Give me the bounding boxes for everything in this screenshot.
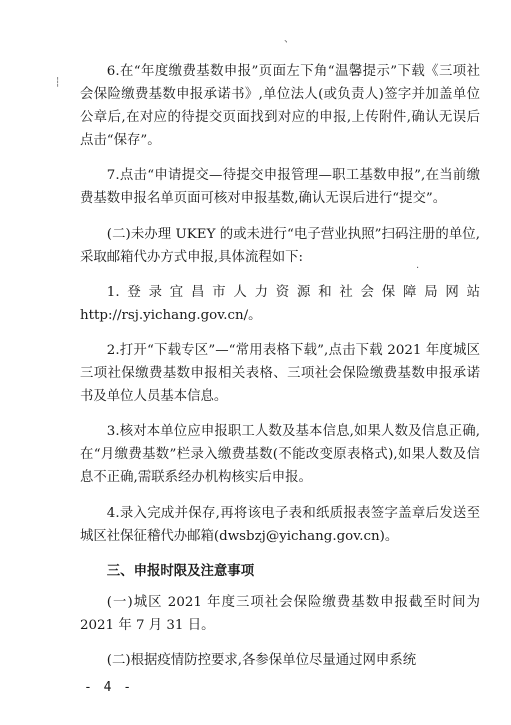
- section-heading-3: 三、申报时限及注意事项: [106, 563, 255, 579]
- paragraph-step-7: 7.点击“申请提交—待提交申报管理—职工基数申报”,在当前缴费基数申报名单页面可核对申报基数,确认无误后进行“提交”。: [80, 168, 480, 207]
- dot-mark: ·: [416, 263, 420, 274]
- paragraph-section-2: (二)未办理 UKEY 的或未进行“电子营业执照”扫码注册的单位,采取邮箱代办方式申报,具体流程如下:: [80, 226, 480, 265]
- paragraph-step-4: 4.录入完成并保存,再将该电子表和纸质报表签字盖章后发送至城区社保征稽代办邮箱(dwsbzj@yichang.gov.cn)。: [80, 505, 480, 544]
- side-mark: ┆: [55, 78, 61, 88]
- page-number: - 4 -: [84, 680, 134, 695]
- document-body: [80, 60, 480, 672]
- paragraph-epidemic: (二)根据疫情防控要求,各参保单位尽量通过网申系统: [106, 652, 417, 668]
- paragraph-step-2: 2.打开“下载专区”—“常用表格下载”,点击下载 2021 年度城区三项社保缴费基数申报相关表格、三项社会保险缴费基数申报承诺书及单位人员基本信息。: [80, 342, 480, 405]
- paragraph-step-6: 6.在“年度缴费基数申报”页面左下角“温馨提示”下载《三项社会保险缴费基数申报承诺书》,单位法人(或负责人)签字并加盖单位公章后,在对应的待提交页面找到对应的申报,上传附件,确认无误后点击“保存”。: [80, 64, 480, 149]
- paragraph-deadline: (一)城区 2021 年度三项社会保险缴费基数申报截至时间为 2021 年 7 月 31 日。: [80, 594, 480, 633]
- top-mark: 、: [284, 34, 294, 45]
- paragraph-step-3: 3.核对本单位应申报职工人数及基本信息,如果人数及信息正确,在“月缴费基数”栏录入缴费基数(不能改变原表格式),如果人数及信息不正确,需联系经办机构核实后申报。: [80, 424, 480, 486]
- paragraph-step-1: 1.登录宜昌市人力资源和社会保障局网站 http://rsj.yichang.gov.cn/。: [80, 284, 480, 323]
